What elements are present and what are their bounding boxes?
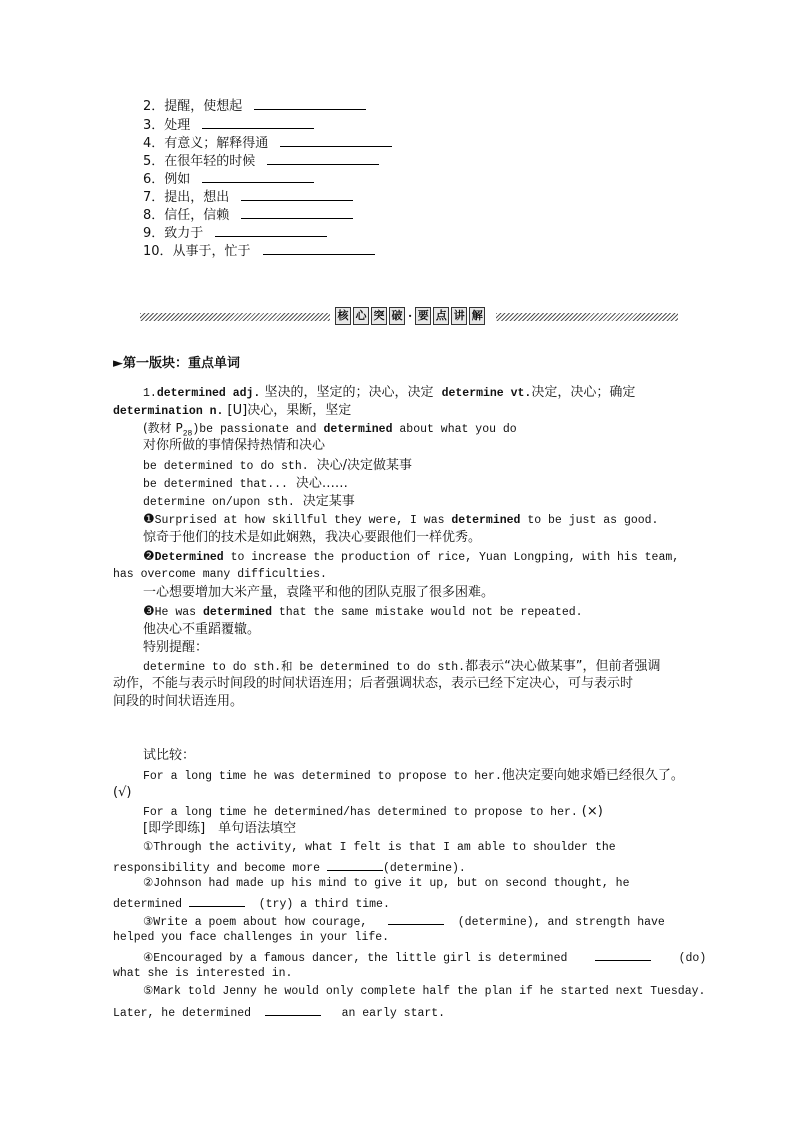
entry-header: 1.determined adj. 坚决的，坚定的；决心，决定 determine vt.决定，决心；确定 [143,385,636,400]
section-banner [335,307,485,325]
textbook-sentence: (教材 $P_{28})be$ passionate and determined about what you do [143,421,517,439]
exercise-question-cont: responsibility and become more (determine). [113,858,466,877]
answer-blank[interactable] [241,188,353,201]
answer-blank[interactable] [254,97,366,110]
banner-char: 讲 [451,307,467,325]
exercise-question-cont: determined (try) a third time. [113,894,390,913]
vocab-item: 6．例如 [143,170,314,188]
vocab-item: 2．提醒，使想起 [143,97,366,115]
answer-blank[interactable] [595,948,651,961]
compare-line: For a long time he was determined to propose to her.他决定要向她求婚已经很久了。 [143,768,684,783]
exercise-question: ③Write a poem about how courage, (determine), and strength have [143,912,665,931]
example-sentence: ❸He was determined that the same mistake would not be repeated. [143,604,583,619]
answer-blank[interactable] [202,170,314,183]
wrong-mark: (×) [581,804,603,819]
banner-char: 点 [433,307,449,325]
entry-header-cont: determination n. [U]决心，果断，坚定 [113,403,352,418]
exercise-question-cont: Later, he determined an early start. [113,1003,445,1022]
phrase-row: be determined to do sth. 决心/决定做某事 [143,458,412,473]
example-sentence: ❷Determined to increase the production of rice, Yuan Longping, with his team, [143,549,680,564]
example-translation: 一心想要增加大米产量，袁隆平和他的团队克服了很多困难。 [143,585,495,600]
vocab-item: 10．从事于，忙于 [143,242,375,260]
example-sentence-cont: has overcome many difficulties. [113,568,327,581]
note-text: 间段的时间状语连用。 [113,694,244,709]
example-translation: 他决心不重蹈覆辙。 [143,622,261,637]
phrase-row: determine on/upon sth. 决定某事 [143,494,355,509]
answer-blank[interactable] [263,242,375,255]
correct-mark: (√) [113,785,132,800]
note-text: 动作，不能与表示时间段的时间状语连用；后者强调状态，表示已经下定决心，可与表示时 [113,676,634,691]
compare-title: 试比较： [143,748,196,763]
note-text: determine to do sth.和 be determined to do sth.都表示“决心做某事”，但前者强调 [143,659,661,674]
exercise-question: ②Johnson had made up his mind to give it up, but on second thought, he [143,877,630,890]
answer-blank[interactable] [388,912,444,925]
vocab-item: 5．在很年轻的时候 [143,152,379,170]
answer-blank[interactable] [241,206,353,219]
vocab-item: 8．信任，信赖 [143,206,353,224]
compare-line: For a long time he determined/has determined to propose to her. (×) [143,804,603,819]
banner-decoration-left [140,313,330,321]
vocab-item: 3．处理 [143,116,314,134]
banner-dot: · [408,309,413,323]
note-title: 特别提醒： [143,640,209,655]
exercise-question: ④Encouraged by a famous dancer, the little girl is determined (do) [143,948,706,967]
banner-char: 要 [415,307,431,325]
answer-blank[interactable] [189,894,245,907]
answer-blank[interactable] [202,116,314,129]
answer-blank[interactable] [265,1003,321,1016]
vocab-item: 9．致力于 [143,224,327,242]
textbook-translation: 对你所做的事情保持热情和决心 [143,438,326,453]
example-sentence: ❶Surprised at how skillful they were, I was determined to be just as good. [143,512,659,527]
answer-blank[interactable] [267,152,379,165]
banner-char: 心 [353,307,369,325]
banner-char: 核 [335,307,351,325]
banner-char: 解 [469,307,485,325]
banner-char: 破 [389,307,405,325]
answer-blank[interactable] [280,134,392,147]
example-translation: 惊奇于他们的技术是如此娴熟，我决心要跟他们一样优秀。 [143,530,482,545]
exercise-title: [即学即练] 单句语法填空 [143,821,297,836]
exercise-question-cont: what she is interested in. [113,967,293,980]
section-title: ►第一版块：重点单词 [113,356,241,371]
answer-blank[interactable] [327,858,383,871]
exercise-question-cont: helped you face challenges in your life. [113,931,390,944]
banner-decoration-right [496,313,678,321]
banner-char: 突 [371,307,387,325]
phrase-row: be determined that... 决心…… [143,476,348,491]
vocab-item: 4．有意义；解释得通 [143,134,392,152]
triangle-icon: ► [113,356,123,371]
exercise-question: ①Through the activity, what I felt is that I am able to shoulder the [143,841,616,854]
vocab-item: 7．提出，想出 [143,188,353,206]
exercise-question: ⑤Mark told Jenny he would only complete half the plan if he started next Tuesday. [143,985,706,998]
answer-blank[interactable] [215,224,327,237]
